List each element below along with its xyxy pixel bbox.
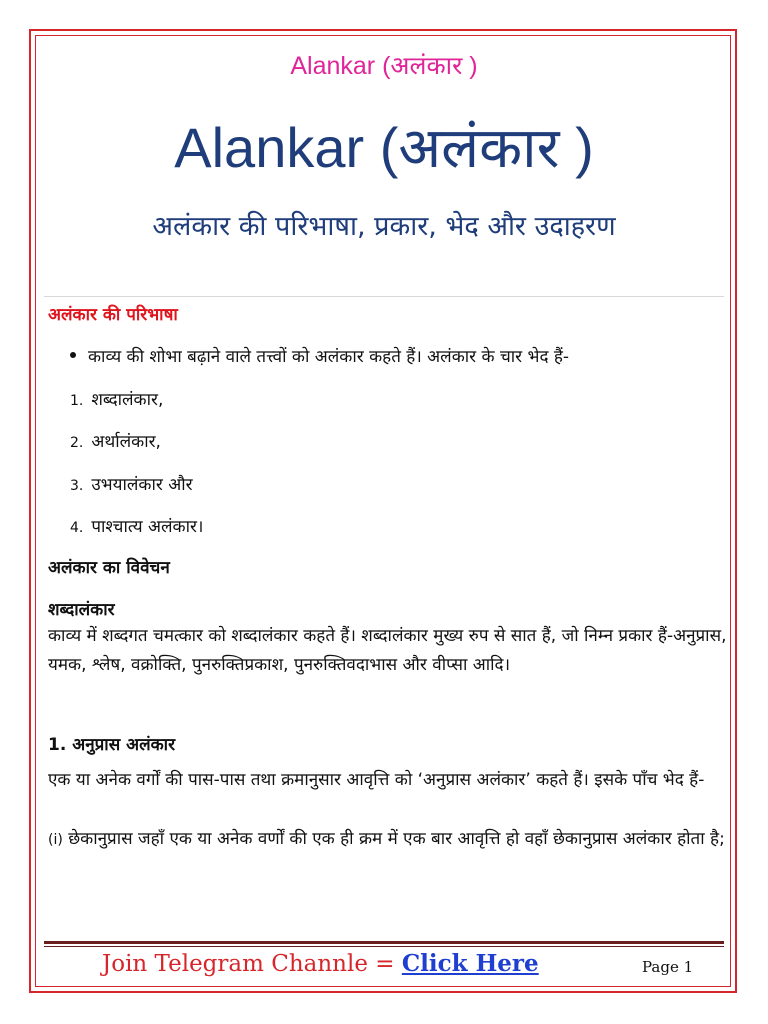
shabdalankar-heading: शब्दालंकार (48, 600, 115, 620)
list-number: 3. (70, 478, 84, 494)
list-number: 1. (70, 393, 84, 409)
bullet-icon (70, 352, 76, 358)
sub-marker: (i) (48, 832, 63, 848)
bullet-text: काव्य की शोभा बढ़ाने वाले तत्त्वों को अलंकार कहते हैं। अलंकार के चार भेद हैं- (88, 347, 570, 367)
click-here-link[interactable]: Click Here (401, 950, 539, 977)
list-item (70, 514, 203, 537)
footer-divider-thin (44, 946, 724, 947)
header-small-title: Alankar (अलंकार ) (290, 52, 478, 80)
page-number: Page 1 (642, 958, 694, 976)
definition-heading: अलंकार की परिभाषा (48, 305, 178, 325)
header-divider (44, 296, 724, 297)
page-subtitle: अलंकार की परिभाषा, प्रकार, भेद और उदाहरण (152, 211, 616, 242)
list-item (70, 429, 161, 452)
list-item (70, 472, 193, 495)
chhekanupras-paragraph (48, 825, 738, 855)
list-number: 2. (70, 435, 84, 451)
footer-telegram-text (102, 950, 539, 977)
anupras-heading: 1. अनुप्रास अलंकार (48, 735, 176, 755)
list-item (70, 387, 163, 410)
footer-divider (44, 941, 724, 944)
definition-bullet (70, 344, 569, 367)
shabdalankar-paragraph: काव्य में शब्दगत चमत्कार को शब्दालंकार कहते हैं। शब्दालंकार मुख्य रुप से सात हैं, जो निम्न प्रकार हैं-अनुप्रास, यमक, श्लेष, वक्रोक्ति, पुनरुक्तिप्रकाश, पुनरुक्तिवदाभास और वीप्सा आदि। (48, 626, 727, 675)
list-text: उभयालंकार और (91, 475, 193, 495)
footer-prefix: Join Telegram Channle = (102, 951, 402, 977)
sub-text: छेकानुप्रास जहाँ एक या अनेक वर्णों की एक ही क्रम में एक बार आवृत्ति हो वहाँ छेकानुप्रास अलंकार होता है; (62, 829, 725, 849)
analysis-heading: अलंकार का विवेचन (48, 558, 170, 578)
list-number: 4. (70, 520, 84, 536)
page-title: Alankar (अलंकार ) (174, 116, 594, 179)
list-text: अर्थालंकार, (91, 432, 161, 452)
anupras-paragraph: एक या अनेक वर्गों की पास-पास तथा क्रमानुसार आवृत्ति को ‘अनुप्रास अलंकार’ कहते हैं। इसके पाँच भेद हैं- (48, 770, 705, 790)
list-text: पाश्चात्य अलंकार। (91, 517, 204, 537)
list-text: शब्दालंकार, (91, 390, 164, 410)
